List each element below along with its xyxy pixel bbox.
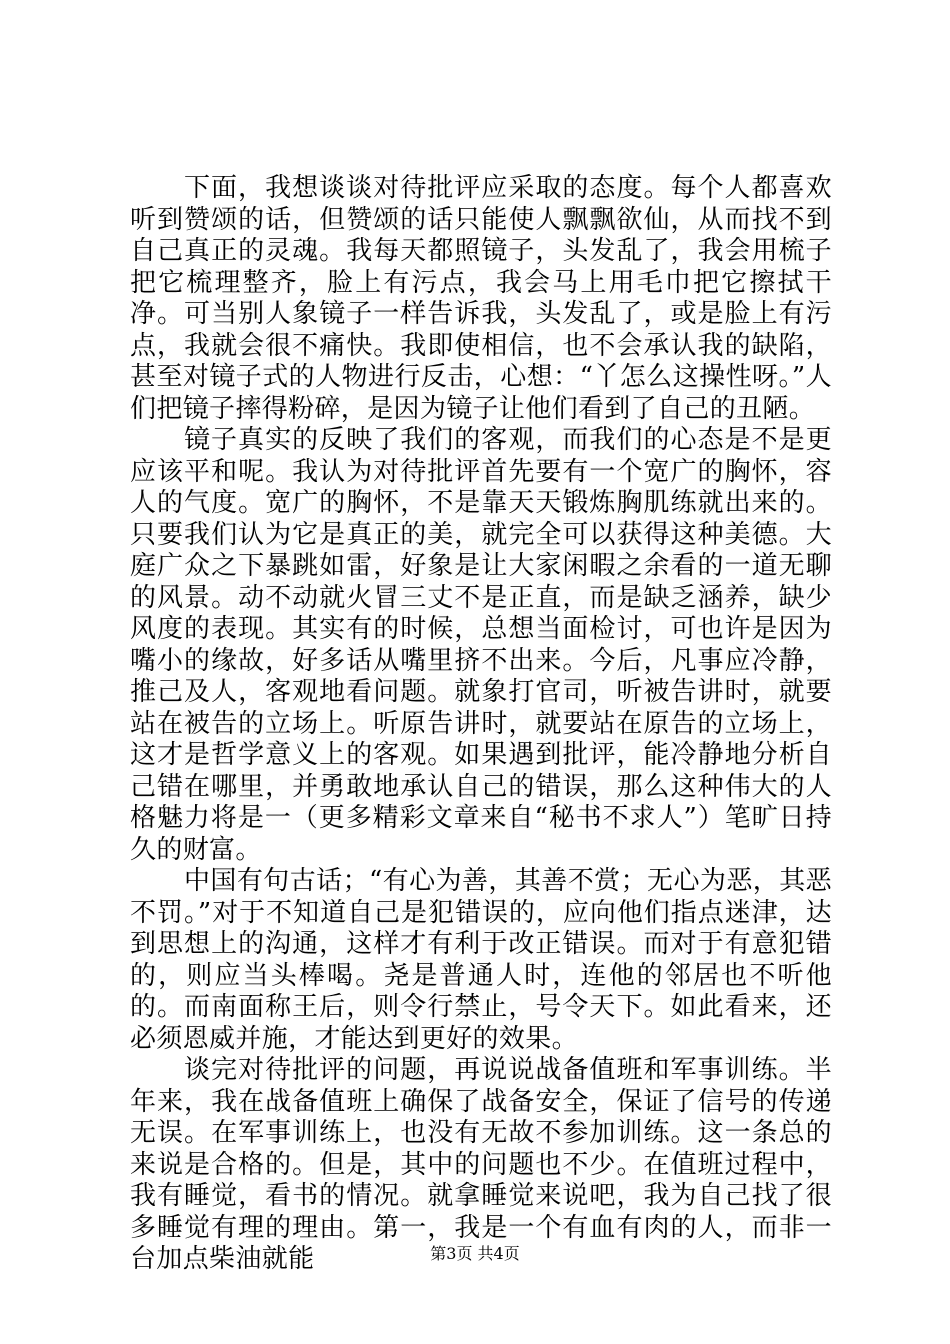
paragraph-mirror-reflection: 镜子真实的反映了我们的客观，而我们的心态是不是更应该平和呢。我认为对待批评首先要有一个宽广的胸怀，容人的气度。宽广的胸怀，不是靠天天锻炼胸肌练就出来的。只要我们认为它是真正的美，就完全可以获得这种美德。大庭广众之下暴跳如雷，好象是让大家闲暇之余看的一道无聊的风景。动不动就火冒三丈不是正直，而是缺乏涵养，缺少风度的表现。其实有的时候，总想当面检讨，可也许是因为嘴小的缘故，好多话从嘴里挤不出来。今后，凡事应冷静，推己及人，客观地看问题。就象打官司，听被告讲时，就要站在被告的立场上。听原告讲时，就要站在原告的立场上，这才是哲学意义上的客观。如果遇到批评，能冷静地分析自己错在哪里，并勇敢地承认自己的错误，那么这种伟大的人格魅力将是一（更多精彩文章来自“秘书不求人”）笔旷日持久的财富。 <box>130 425 832 865</box>
document-body <box>130 173 832 1276</box>
paragraph-duty-training: 谈完对待批评的问题，再说说战备值班和军事训练。半年来，我在战备值班上确保了战备安全，保证了信号的传递无误。在军事训练上，也没有无故不参加训练。这一条总的来说是合格的。但是，其中的问题也不少。在值班过程中，我有睡觉，看书的情况。就拿睡觉来说吧，我为自己找了很多睡觉有理的理由。第一，我是一个有血有肉的人，而非一台加点柴油就能 <box>130 1055 832 1274</box>
paragraph-ancient-saying: 中国有句古话；“有心为善，其善不赏；无心为恶，其恶不罚。”对于不知道自己是犯错误的，应向他们指点迷津，达到思想上的沟通，这样才有利于改正错误。而对于有意犯错的，则应当头棒喝。尧是普通人时，连他的邻居也不听他的。而南面称王后，则令行禁止，号令天下。如此看来，还必须恩威并施，才能达到更好的效果。 <box>130 866 832 1054</box>
page-number-footer: 第3页 共4页 <box>430 1244 520 1263</box>
paragraph-criticism-attitude: 下面，我想谈谈对待批评应采取的态度。每个人都喜欢听到赞颂的话，但赞颂的话只能使人飘飘欲仙，从而找不到自己真正的灵魂。我每天都照镜子，头发乱了，我会用梳子把它梳理整齐，脸上有污点，我会马上用毛巾把它擦拭干净。可当别人象镜子一样告诉我，头发乱了，或是脸上有污点，我就会很不痛快。我即使相信，也不会承认我的缺陷，甚至对镜子式的人物进行反击，心想：“丫怎么这操性呀。”人们把镜子摔得粉碎，是因为镜子让他们看到了自己的丑陋。 <box>130 173 832 424</box>
